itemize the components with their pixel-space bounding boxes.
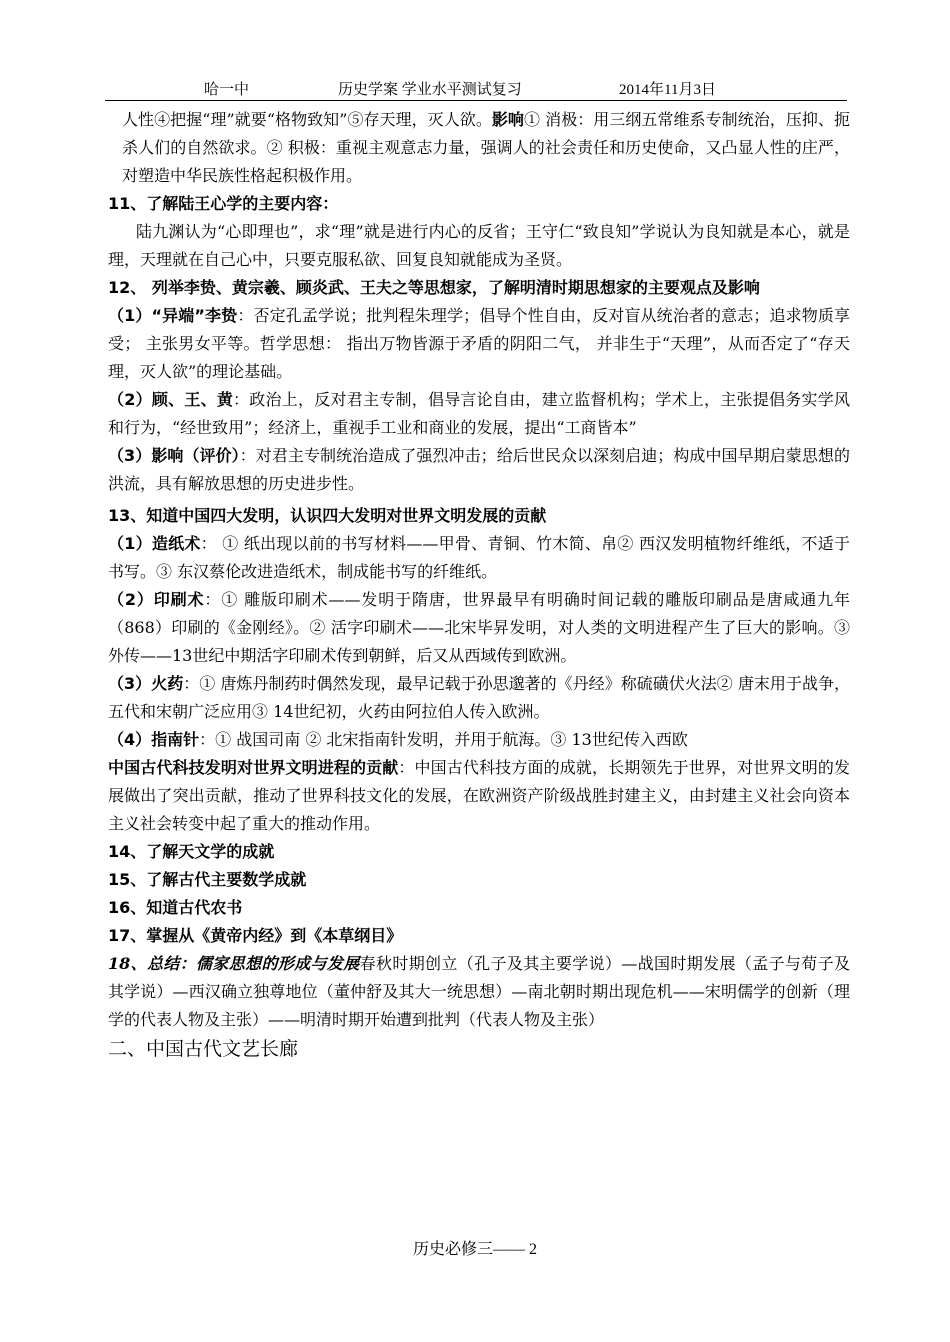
text: ：政治上，反对君主专制，倡导言论自由，建立监督机构；学术上，主张提倡务实学风和行为，“经世致用”；经济上，重视手工业和商业的发展，提出“工商皆本” xyxy=(108,390,850,437)
text: ： ① 纸出现以前的书写材料——甲骨、青铜、竹木简、帛② 西汉发明植物纤维纸，不适于书写。③ 东汉蔡伦改进造纸术，制成能书写的纤维纸。 xyxy=(108,534,850,581)
paragraph-12-3 xyxy=(108,442,850,498)
text: ：中国古代科技方面的成就，长期领先于世界，对世界文明的发展做出了突出贡献，推动了世界科技文化的发展，在欧洲资产阶级战胜封建主义，由封建主义社会向资本主义社会转变中起了重大的推动作用。 xyxy=(108,758,850,833)
heading-12: 12、 列举李贽、黄宗羲、顾炎武、王夫之等思想家，了解明清时期思想家的主要观点及影响 xyxy=(108,278,760,297)
label-li-zhi: （1）“异端”李贽 xyxy=(108,306,238,325)
heading-14: 14、了解天文学的成就 xyxy=(108,842,275,861)
heading-15: 15、了解古代主要数学成就 xyxy=(108,870,307,889)
heading-16: 16、知道古代农书 xyxy=(108,898,243,917)
text: ：① 雕版印刷术——发明于隋唐，世界最早有明确时间记载的雕版印刷品是唐咸通九年（868）印刷的《金刚经》。② 活字印刷术——北宋毕昇发明，对人类的文明进程产生了巨大的影响。③ 外传——13世纪中期活字印刷术传到朝鲜，后又从西域传到欧洲。 xyxy=(108,590,850,665)
label-paper: （1）造纸术 xyxy=(108,534,201,553)
header-school: 哈一中 xyxy=(204,82,250,98)
label-printing: （2）印刷术 xyxy=(108,590,205,609)
paragraph-13-printing xyxy=(108,586,850,670)
label-compass: （4）指南针 xyxy=(108,730,200,749)
header-date: 2014年11月3日 xyxy=(619,82,716,98)
document-body xyxy=(108,106,850,1064)
page-footer: 历史必修三—— 2 xyxy=(412,1241,537,1258)
text: ① 消极：用三纲五常维系专制统治，压抑、扼杀人们的自然欲求。② 积极：重视主观意志力量，强调人的社会责任和历史使命，又凸显人性的庄严，对塑造中华民族性格起积极作用。 xyxy=(122,110,850,185)
paragraph-lixue-continued xyxy=(108,106,850,190)
paragraph-12-1 xyxy=(108,302,850,386)
text: ：对君主专制统治造成了强烈冲击；给后世民众以深刻启迪；构成中国早期启蒙思想的洪流，具有解放思想的历史进步性。 xyxy=(108,446,850,493)
paragraph-13-paper xyxy=(108,530,850,586)
paragraph-13-compass xyxy=(108,726,850,754)
text: 人性④把握“理”就要“格物致知”⑤存天理，灭人欲。 xyxy=(122,110,492,129)
label-influence: 影响 xyxy=(491,110,524,129)
text: ：否定孔孟学说；批判程朱理学；倡导个性自由，反对盲从统治者的意志；追求物质享受； 主张男女平等。哲学思想： 指出万物皆源于矛盾的阴阳二气， 并非生于“天理”，从而否定了“存天理，灭人欲”的理论基础。 xyxy=(108,306,850,381)
paragraph-13-contribution xyxy=(108,754,850,838)
header-subject: 历史学案 学业水平测试复习 xyxy=(338,82,522,98)
label-gu-wang-huang: （2）顾、王、黄 xyxy=(108,390,234,409)
section-2-title: 二、中国古代文艺长廊 xyxy=(108,1038,299,1060)
text: 春秋时期创立（孔子及其主要学说）—战国时期发展（孟子与荀子及其学说）—西汉确立独尊地位（董仲舒及其大一统思想）—南北朝时期出现危机——宋明儒学的创新（理学的代表人物及主张）——明清时期开始遭到批判（代表人物及主张） xyxy=(108,954,850,1029)
text: ：① 唐炼丹制药时偶然发现，最早记载于孙思邈著的《丹经》称硫磺伏火法② 唐末用于战争，五代和宋朝广泛应用③ 14世纪初，火药由阿拉伯人传入欧洲。 xyxy=(108,674,850,721)
paragraph-11: 陆九渊认为“心即理也”，求“理”就是进行内心的反省；王守仁“致良知”学说认为良知就是本心，就是理，天理就在自己心中，只要克服私欲、回复良知就能成为圣贤。 xyxy=(108,222,850,269)
paragraph-12-2 xyxy=(108,386,850,442)
text: ：① 战国司南 ② 北宋指南针发明，并用于航海。③ 13世纪传入西欧 xyxy=(199,730,688,749)
label-evaluation: （3）影响（评价） xyxy=(108,446,240,465)
label-contribution: 中国古代科技发明对世界文明进程的贡献 xyxy=(108,758,399,777)
heading-11: 11、了解陆王心学的主要内容： xyxy=(108,194,339,213)
paragraph-18 xyxy=(108,950,850,1034)
label-gunpowder: （3）火药 xyxy=(108,674,184,693)
page-header xyxy=(105,78,847,101)
heading-13: 13、知道中国四大发明，认识四大发明对世界文明发展的贡献 xyxy=(108,506,547,525)
label-summary: 18、总结：儒家思想的形成与发展 xyxy=(108,954,360,973)
paragraph-13-gunpowder xyxy=(108,670,850,726)
heading-17: 17、掌握从《黄帝内经》到《本草纲目》 xyxy=(108,926,403,945)
